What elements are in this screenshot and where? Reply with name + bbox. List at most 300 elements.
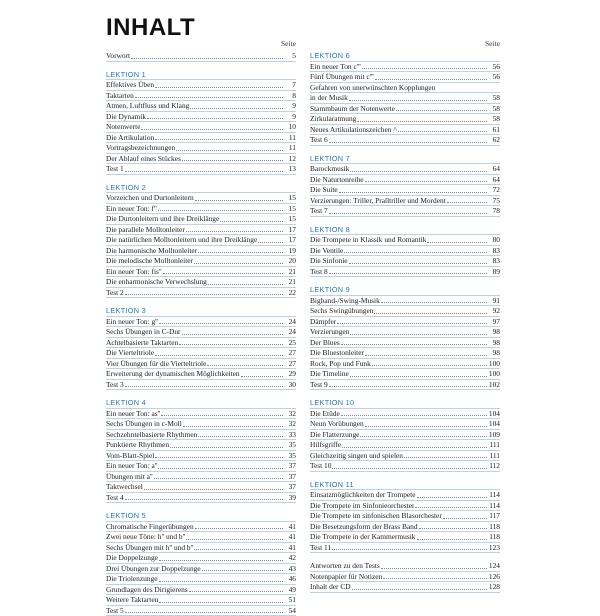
toc-entry-title: Test 2 <box>106 288 124 298</box>
toc-entry-title: Neun Vorübungen <box>310 419 364 429</box>
dot-leader <box>375 73 487 80</box>
lesson-heading: LEKTION 3 <box>106 306 296 317</box>
toc-section <box>106 51 296 62</box>
toc-entry[interactable] <box>310 440 500 451</box>
dot-leader <box>427 236 487 243</box>
toc-entry[interactable] <box>106 553 296 564</box>
toc-entry[interactable] <box>310 430 500 441</box>
dot-leader <box>396 104 487 111</box>
toc-section <box>310 285 500 390</box>
toc-entry-page: 9 <box>284 112 296 122</box>
toc-entry[interactable] <box>106 256 296 267</box>
toc-entry-title: Inhalt der CD <box>310 582 351 592</box>
toc-entry[interactable] <box>106 327 296 338</box>
toc-entry[interactable] <box>310 451 500 462</box>
toc-entry[interactable] <box>106 277 296 288</box>
dot-leader <box>207 359 283 366</box>
toc-entry-page: 19 <box>284 246 296 256</box>
toc-entry-title: Der Blues <box>310 338 340 348</box>
toc-entry[interactable] <box>106 440 296 451</box>
dot-leader <box>183 420 283 427</box>
toc-entry-title: Test 5 <box>106 606 124 616</box>
dot-leader <box>194 257 283 264</box>
dot-leader <box>329 267 487 274</box>
toc-entry-page: 64 <box>488 175 500 185</box>
toc-entry[interactable] <box>310 246 500 257</box>
toc-entry-title: Die Trompete in der Kammermusik <box>310 532 416 542</box>
dot-leader <box>163 267 283 274</box>
toc-entry-title: Ein neuer Ton: f'' <box>106 204 157 214</box>
toc-entry-title: Test 6 <box>310 135 328 145</box>
toc-entry-title: Chromatische Fingerübungen <box>106 522 194 532</box>
dot-leader <box>447 196 487 203</box>
toc-entry-page: 24 <box>284 317 296 327</box>
toc-entry-title: Vorzeichen und Durtonleitern <box>106 193 194 203</box>
toc-section <box>106 183 296 299</box>
toc-entry-title: Die Trompete in Klassik und Romantik <box>310 235 426 245</box>
dot-leader <box>329 380 487 387</box>
toc-entry[interactable] <box>106 122 296 133</box>
toc-entry-page: 32 <box>284 419 296 429</box>
toc-entry-title: Sechs Swingübungen <box>310 306 373 316</box>
toc-entry-page: 37 <box>284 482 296 492</box>
toc-entry-page: 24 <box>284 327 296 337</box>
toc-entry-title: Die Flatterzunge <box>310 430 359 440</box>
toc-entry[interactable] <box>310 206 500 217</box>
toc-sections-left <box>106 51 296 616</box>
toc-entry-page: 124 <box>488 561 500 571</box>
toc-entry[interactable] <box>310 338 500 349</box>
toc-entry[interactable] <box>106 606 296 616</box>
toc-entry[interactable] <box>106 595 296 606</box>
lesson-heading: LEKTION 7 <box>310 154 500 165</box>
toc-entry[interactable] <box>310 175 500 186</box>
dot-leader <box>443 512 487 519</box>
toc-entry-page: 98 <box>488 338 500 348</box>
toc-entry[interactable] <box>310 532 500 543</box>
toc-entry-title: Die Doppelzunge <box>106 553 158 563</box>
toc-entry[interactable] <box>106 419 296 430</box>
toc-entry-title: Punktierte Rhythmen <box>106 440 169 450</box>
dot-leader <box>398 125 487 132</box>
toc-entry-page: 15 <box>284 193 296 203</box>
toc-entry[interactable] <box>310 125 500 136</box>
toc-entry-title: Stammbaum der Notenwerte <box>310 104 395 114</box>
toc-entry-page: 58 <box>488 104 500 114</box>
toc-entry-page: 98 <box>488 327 500 337</box>
lesson-heading: LEKTION 11 <box>310 480 500 491</box>
dot-leader <box>135 91 283 98</box>
dot-leader <box>190 102 283 109</box>
toc-entry-page: 21 <box>284 267 296 277</box>
toc-entry-title: Die enharmonische Verwechslung <box>106 277 207 287</box>
dot-leader <box>417 533 487 540</box>
toc-section <box>310 51 500 146</box>
toc-entry-page: 118 <box>488 522 500 532</box>
toc-entry[interactable] <box>310 327 500 338</box>
lesson-heading: LEKTION 5 <box>106 511 296 522</box>
dot-leader <box>342 441 487 448</box>
toc-entry[interactable] <box>106 317 296 328</box>
lesson-heading: LEKTION 4 <box>106 398 296 409</box>
toc-entry-title: Taktarten <box>106 91 134 101</box>
lesson-heading: LEKTION 6 <box>310 51 500 62</box>
toc-entry[interactable] <box>310 409 500 420</box>
toc-entry[interactable] <box>310 490 500 501</box>
dot-leader <box>350 370 487 377</box>
toc-entry[interactable] <box>310 185 500 196</box>
toc-entry[interactable] <box>106 193 296 204</box>
toc-entry[interactable] <box>106 472 296 483</box>
toc-entry-title: Barockmusik <box>310 164 349 174</box>
toc-entry[interactable] <box>310 93 500 104</box>
toc-entry[interactable] <box>106 204 296 215</box>
dot-leader <box>202 564 283 571</box>
toc-entry-page: 5 <box>284 51 296 61</box>
toc-entry-page: 100 <box>488 369 500 379</box>
dot-leader <box>349 257 487 264</box>
toc-entry[interactable] <box>310 501 500 512</box>
toc-entry-title: Die Durtonleitern und ihre Dreiklänge <box>106 214 219 224</box>
toc-entry[interactable] <box>310 543 500 554</box>
dot-leader <box>125 493 283 500</box>
toc-entry[interactable] <box>106 143 296 154</box>
toc-entry-page: 35 <box>284 451 296 461</box>
toc-entry[interactable] <box>310 419 500 430</box>
toc-entry-title: Übungen mit a'' <box>106 472 153 482</box>
toc-entry-page: 13 <box>284 164 296 174</box>
toc-entry-title: Test 9 <box>310 380 328 390</box>
toc-entry[interactable] <box>310 104 500 115</box>
dot-leader <box>155 349 283 356</box>
toc-entry-page: 35 <box>284 440 296 450</box>
toc-entry-page: 112 <box>488 461 500 471</box>
toc-entry-title: Ein neuer Ton: fis'' <box>106 267 162 277</box>
toc-entry[interactable] <box>310 522 500 533</box>
dot-leader <box>337 317 487 324</box>
dot-leader <box>372 359 487 366</box>
dot-leader <box>220 215 283 222</box>
toc-entry-page: 118 <box>488 532 500 542</box>
toc-section <box>310 561 500 593</box>
dot-leader <box>365 349 487 356</box>
toc-entry-title: Bigband-/Swing-Musik <box>310 296 380 306</box>
toc-entry-title: Die Naturtonreihe <box>310 175 364 185</box>
toc-entry[interactable] <box>106 585 296 596</box>
dot-leader <box>374 307 487 314</box>
toc-entry[interactable] <box>106 225 296 236</box>
dot-leader <box>176 144 283 151</box>
toc-entry[interactable] <box>106 154 296 165</box>
toc-entry[interactable] <box>106 369 296 380</box>
toc-entry-page: 58 <box>488 93 500 103</box>
toc-entry-page: 25 <box>284 338 296 348</box>
dot-leader <box>332 462 487 469</box>
dot-leader <box>170 441 283 448</box>
toc-entry[interactable] <box>310 114 500 125</box>
dot-leader <box>341 409 487 416</box>
toc-entry-page: 20 <box>284 256 296 266</box>
dot-leader <box>415 501 487 508</box>
toc-entry[interactable] <box>310 348 500 359</box>
seite-label-left: Seite <box>106 38 296 49</box>
toc-entry-page: 104 <box>488 419 500 429</box>
toc-entry[interactable] <box>310 317 500 328</box>
toc-entry-title: Achtelbasierte Taktarten <box>106 338 178 348</box>
toc-entry-page: 43 <box>284 564 296 574</box>
toc-entry-page: 17 <box>284 225 296 235</box>
toc-entry[interactable] <box>310 572 500 583</box>
toc-entry-title: Effektives Üben <box>106 80 154 90</box>
dot-leader <box>125 606 283 613</box>
dot-leader <box>159 596 283 603</box>
toc-entry-title: Test 7 <box>310 206 328 216</box>
toc-entry-page: 61 <box>488 125 500 135</box>
toc-entry-title: Grundlagen des Dirigierens <box>106 585 188 595</box>
toc-entry-page: 54 <box>284 606 296 616</box>
toc-entry-title: Hilfsgriffe <box>310 440 341 450</box>
toc-entry[interactable] <box>106 451 296 462</box>
toc-entry[interactable] <box>106 574 296 585</box>
toc-entry[interactable] <box>106 288 296 299</box>
toc-entry[interactable] <box>310 83 500 94</box>
toc-entry[interactable] <box>106 133 296 144</box>
toc-entry-page: 100 <box>488 359 500 369</box>
toc-entry-page: 51 <box>284 595 296 605</box>
toc-entry-page: 109 <box>488 430 500 440</box>
toc-entry-page: 64 <box>488 164 500 174</box>
toc-entry[interactable] <box>106 112 296 123</box>
toc-entry[interactable] <box>106 164 296 175</box>
toc-entry-title: Sechs Übungen mit h'' und b'' <box>106 543 193 553</box>
toc-entry[interactable] <box>106 214 296 225</box>
toc-section <box>310 480 500 554</box>
dot-leader <box>381 562 487 569</box>
toc-entry-title: Test 10 <box>310 461 331 471</box>
dot-leader <box>125 165 283 172</box>
toc-entry-page: 27 <box>284 348 296 358</box>
toc-entry[interactable] <box>310 582 500 593</box>
toc-entry[interactable] <box>310 306 500 317</box>
dot-leader <box>417 491 487 498</box>
toc-entry-title: Die Artikulation <box>106 133 154 143</box>
toc-entry[interactable] <box>106 235 296 246</box>
toc-entry[interactable] <box>106 246 296 257</box>
toc-entry-title: Ein neuer Ton c''' <box>310 62 361 72</box>
toc-entry-page: 9 <box>284 101 296 111</box>
dot-leader <box>349 94 487 101</box>
toc-entry[interactable] <box>310 561 500 572</box>
toc-entry-page: 98 <box>488 348 500 358</box>
toc-entry[interactable] <box>106 482 296 493</box>
toc-entry[interactable] <box>106 461 296 472</box>
toc-entry[interactable] <box>310 511 500 522</box>
dot-leader <box>186 225 283 232</box>
dot-leader <box>155 133 283 140</box>
dot-leader <box>179 338 283 345</box>
toc-entry-title: Die Dynamik <box>106 112 146 122</box>
toc-entry[interactable] <box>106 51 296 62</box>
toc-entry-title: Dämpfer <box>310 317 336 327</box>
toc-entry[interactable] <box>106 348 296 359</box>
toc-entry-title: Rock, Pop und Funk <box>310 359 371 369</box>
dot-leader <box>189 585 283 592</box>
dot-leader <box>365 420 487 427</box>
toc-entry-page: 91 <box>488 296 500 306</box>
toc-entry-title: Neues Artikulationszeichen ^ <box>310 125 397 135</box>
dot-leader <box>339 186 487 193</box>
toc-entry-page: 123 <box>488 543 500 553</box>
dot-leader <box>158 462 283 469</box>
toc-entry-title: Einsatzmöglichkeiten der Trompete <box>310 490 416 500</box>
toc-entry-page: 49 <box>284 585 296 595</box>
toc-entry[interactable] <box>106 267 296 278</box>
toc-entry-title: Test 8 <box>310 267 328 277</box>
dot-leader <box>154 472 283 479</box>
dot-leader <box>125 288 283 295</box>
toc-entry-title: Fünf Übungen mit c''' <box>310 72 374 82</box>
toc-entry[interactable] <box>310 196 500 207</box>
toc-entry-title: Erweiterung der dynamischen Möglichkeiten <box>106 369 240 379</box>
dot-leader <box>357 115 487 122</box>
dot-leader <box>350 328 487 335</box>
toc-entry-page: 46 <box>284 574 296 584</box>
toc-entry[interactable] <box>310 135 500 146</box>
dot-leader <box>159 317 283 324</box>
toc-entry-page: 8 <box>284 91 296 101</box>
dot-leader <box>182 328 283 335</box>
dot-leader <box>258 236 283 243</box>
toc-entry[interactable] <box>310 72 500 83</box>
toc-entry[interactable] <box>310 461 500 472</box>
toc-entry-page: 92 <box>488 306 500 316</box>
toc-entry-page: 15 <box>284 204 296 214</box>
lesson-heading: LEKTION 8 <box>310 225 500 236</box>
toc-entry[interactable] <box>106 380 296 391</box>
dot-leader <box>159 554 283 561</box>
toc-entry-page: 37 <box>284 461 296 471</box>
toc-entry-page: 128 <box>488 582 500 592</box>
dot-leader <box>352 583 487 590</box>
toc-entry-page: 30 <box>284 380 296 390</box>
toc-entry-page: 111 <box>488 451 500 461</box>
toc-section <box>310 154 500 217</box>
toc-entry-page: 58 <box>488 114 500 124</box>
toc-entry[interactable] <box>310 235 500 246</box>
lesson-heading: LEKTION 1 <box>106 70 296 81</box>
toc-entry[interactable] <box>310 359 500 370</box>
toc-entry-title: Weitere Taktarten <box>106 595 158 605</box>
toc-entry[interactable] <box>106 91 296 102</box>
toc-entry-title: Zwei neue Töne: h'' und b'' <box>106 532 185 542</box>
toc-entry[interactable] <box>106 532 296 543</box>
toc-entry-title: Taktwechsel <box>106 482 143 492</box>
dot-leader <box>155 451 283 458</box>
toc-entry-page: 17 <box>284 235 296 245</box>
toc-entry[interactable] <box>106 430 296 441</box>
dot-leader <box>329 136 487 143</box>
toc-entry[interactable] <box>106 338 296 349</box>
page-title: INHALT <box>106 14 195 42</box>
toc-entry-title: Vier Übungen für die Vierteltriole <box>106 359 206 369</box>
toc-entry-title: Vortragsbezeichnungen <box>106 143 175 153</box>
dot-leader <box>419 522 487 529</box>
toc-entry-title: Die Etüde <box>310 409 340 419</box>
toc-entry-title: Die Bluestonleiter <box>310 348 364 358</box>
toc-entry-title: Die Triolenzunge <box>106 574 158 584</box>
toc-entry[interactable] <box>310 267 500 278</box>
toc-entry[interactable] <box>106 359 296 370</box>
toc-entry-page: 126 <box>488 572 500 582</box>
toc-entry-page: 41 <box>284 543 296 553</box>
toc-entry-page: 97 <box>488 317 500 327</box>
dot-leader <box>161 409 283 416</box>
toc-entry[interactable] <box>310 296 500 307</box>
dot-leader <box>141 123 283 130</box>
dot-leader <box>159 575 283 582</box>
toc-entry-title: Gefahren von unerwünschten Kopplungen <box>310 83 435 93</box>
toc-entry-title: Die natürlichen Molltonleitern und ihre Dreiklänge <box>106 235 257 245</box>
toc-entry[interactable] <box>106 493 296 504</box>
toc-entry-title: Die harmonische Molltonleiter <box>106 246 197 256</box>
toc-entry-title: Die Vierteltriole <box>106 348 154 358</box>
toc-entry-page: 83 <box>488 246 500 256</box>
dot-leader <box>198 246 283 253</box>
toc-entry-page: 83 <box>488 256 500 266</box>
toc-entry-page: 117 <box>488 511 500 521</box>
dot-leader <box>329 207 487 214</box>
toc-entry-page: 89 <box>488 267 500 277</box>
toc-entry-title: Die Trompete im sinfonischen Blasorchester <box>310 511 442 521</box>
toc-entry[interactable] <box>310 380 500 391</box>
toc-section <box>310 398 500 472</box>
dot-leader <box>194 543 283 550</box>
toc-section <box>106 511 296 616</box>
dot-leader <box>131 52 283 59</box>
toc-entry[interactable] <box>106 564 296 575</box>
toc-entry-page: 10 <box>284 122 296 132</box>
dot-leader <box>186 533 283 540</box>
toc-entry-title: Die Sinfonie <box>310 256 348 266</box>
toc-entry-page: 42 <box>284 553 296 563</box>
toc-entry[interactable] <box>310 62 500 73</box>
toc-section <box>310 225 500 278</box>
toc-entry[interactable] <box>106 543 296 554</box>
toc-entry-page: 29 <box>284 369 296 379</box>
toc-entry-page: 12 <box>284 154 296 164</box>
toc-entry[interactable] <box>106 409 296 420</box>
toc-entry-page: 56 <box>488 72 500 82</box>
toc-sections-right <box>310 51 500 593</box>
toc-entry-title: Test 3 <box>106 380 124 390</box>
dot-leader <box>155 81 283 88</box>
toc-entry-page: 75 <box>488 196 500 206</box>
toc-entry[interactable] <box>106 522 296 533</box>
dot-leader <box>158 204 283 211</box>
toc-entry[interactable] <box>310 369 500 380</box>
toc-entry[interactable] <box>106 80 296 91</box>
toc-entry[interactable] <box>310 256 500 267</box>
toc-entry-title: Verzierungen: Triller, Pralltriller und Mordent <box>310 196 446 206</box>
dot-leader <box>182 154 283 161</box>
toc-entry-title: Die parallele Molltonleiter <box>106 225 185 235</box>
toc-entry[interactable] <box>310 164 500 175</box>
toc-entry-title: Ein neuer Ton: as'' <box>106 409 160 419</box>
toc-entry[interactable] <box>106 101 296 112</box>
toc-entry-page: 114 <box>488 490 500 500</box>
toc-entry-title: Test 4 <box>106 493 124 503</box>
toc-entry-title: Ein neuer Ton: a'' <box>106 461 157 471</box>
